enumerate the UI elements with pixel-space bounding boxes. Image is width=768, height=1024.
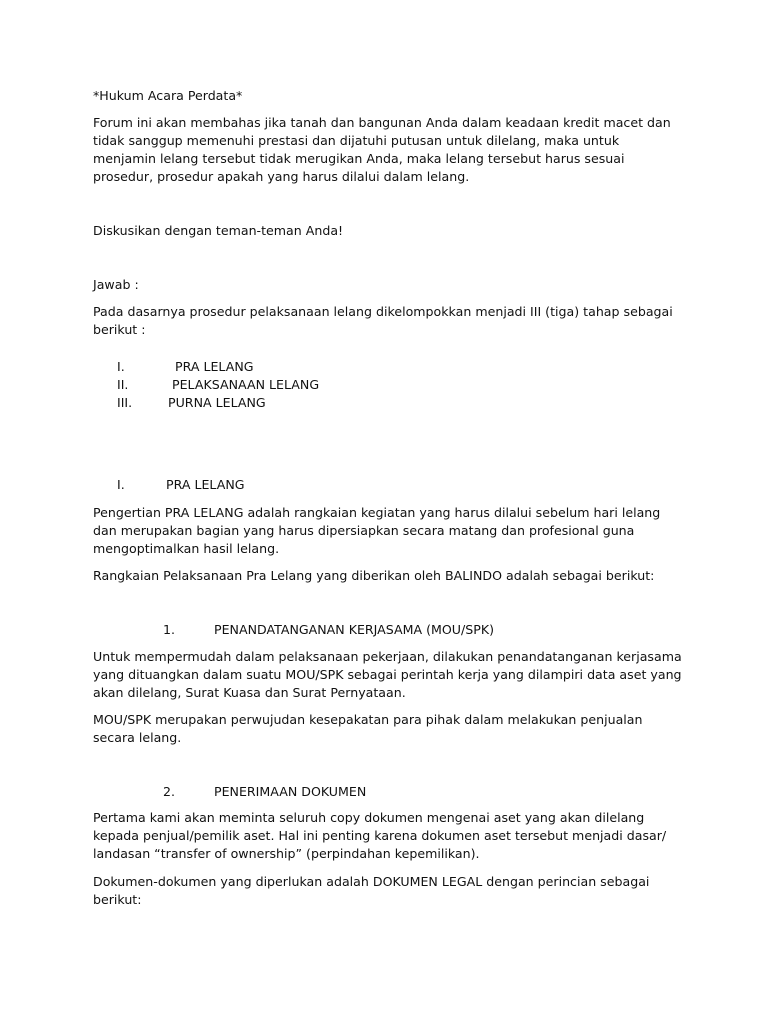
- stage-label: PELAKSANAAN LELANG: [172, 377, 320, 392]
- mou-definition-paragraph: MOU/SPK merupakan perwujudan kesepakatan para pihak dalam melakukan penjualan secara lelang.: [93, 712, 643, 745]
- stage-number: III.: [117, 395, 133, 410]
- answer-label: Jawab :: [93, 277, 139, 292]
- discussion-prompt: Diskusikan dengan teman-teman Anda!: [93, 223, 344, 238]
- mou-paragraph: Untuk mempermudah dalam pelaksanaan pekerjaan, dilakukan penandatanganan kerjasama yang dituangkan dalam suatu MOU/SPK sebagai perintah kerja yang dilampiri data aset yang akan dilelang, Surat Kuasa dan Surat Pernyataan.: [93, 649, 682, 700]
- stage-number: II.: [117, 377, 129, 392]
- stage-number: I.: [117, 359, 125, 374]
- pra-lelang-series-intro: Rangkaian Pelaksanaan Pra Lelang yang diberikan oleh BALINDO adalah sebagai berikut:: [93, 568, 655, 583]
- subsection-heading: [163, 621, 494, 639]
- document-title: *Hukum Acara Perdata*: [93, 88, 243, 103]
- intro-paragraph: Forum ini akan membahas jika tanah dan bangunan Anda dalam keadaan kredit macet dan tidak sanggup memenuhi prestasi dan dijatuhi putusan untuk dilelang, maka untuk menjamin lelang tersebut tidak merugikan Anda, maka lelang tersebut harus sesuai prosedur, prosedur apakah yang harus dilalui dalam lelang.: [93, 115, 671, 184]
- subsection-number: 2.: [163, 784, 176, 799]
- section-number: I.: [117, 477, 125, 492]
- answer-intro-paragraph: Pada dasarnya prosedur pelaksanaan lelang dikelompokkan menjadi III (tiga) tahap sebagai berikut :: [93, 304, 673, 337]
- subsection-heading-label: PENANDATANGANAN KERJASAMA (MOU/SPK): [214, 622, 495, 637]
- subsection-number: 1.: [163, 622, 176, 637]
- subsection-heading-label: PENERIMAAN DOKUMEN: [214, 784, 367, 799]
- subsection-heading: [163, 783, 366, 801]
- legal-documents-intro: Dokumen-dokumen yang diperlukan adalah DOKUMEN LEGAL dengan perincian sebagai berikut:: [93, 874, 650, 907]
- section-heading-label: PRA LELANG: [166, 477, 245, 492]
- pra-lelang-definition: Pengertian PRA LELANG adalah rangkaian kegiatan yang harus dilalui sebelum hari lelang dan merupakan bagian yang harus dipersiapkan secara matang dan profesional guna mengoptimalkan hasil lelang.: [93, 505, 661, 556]
- document-request-paragraph: Pertama kami akan meminta seluruh copy dokumen mengenai aset yang akan dilelang kepada penjual/pemilik aset. Hal ini penting karena dokumen aset tersebut menjadi dasar/ landasan “transfer of ownership” (perpindahan kepemilikan).: [93, 810, 667, 861]
- stage-label: PURNA LELANG: [168, 395, 266, 410]
- stage-label: PRA LELANG: [175, 359, 254, 374]
